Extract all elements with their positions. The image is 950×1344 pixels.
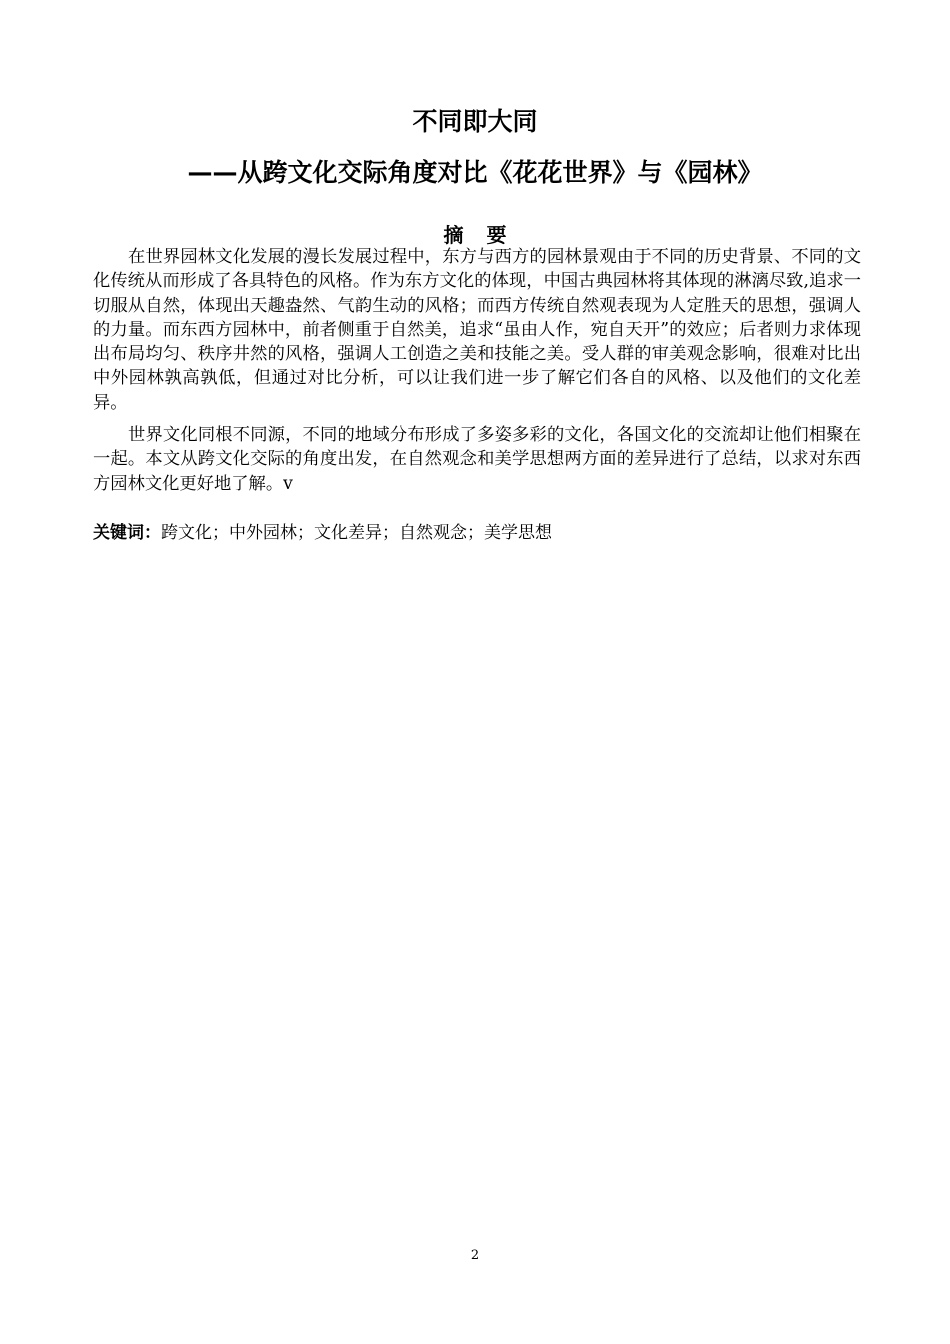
document-subtitle: ——从跨文化交际角度对比《花花世界》与《园林》	[187, 158, 763, 187]
abstract-paragraph-2: 世界文化同根不同源，不同的地域分布形成了多姿多彩的文化，各国文化的交流却让他们相聚在一起。本文从跨文化交际的角度出发，在自然观念和美学思想两方面的差异进行了总结，以求对东西方园林文化更好地了解。v	[93, 425, 861, 494]
abstract-paragraph-1: 在世界园林文化发展的漫长发展过程中，东方与西方的园林景观由于不同的历史背景、不同的文化传统从而形成了各具特色的风格。作为东方文化的体现，中国古典园林将其体现的淋漓尽致,追求一切服从自然，体现出天趣盎然、气韵生动的风格；而西方传统自然观表现为人定胜天的思想，强调人的力量。而东西方园林中，前者侧重于自然美，追求“虽由人作，宛自天开”的效应；后者则力求体现出布局均匀、秩序井然的风格，强调人工创造之美和技能之美。受人群的审美观念影响，很难对比出中外园林孰高孰低，但通过对比分析，可以让我们进一步了解它们各自的风格、以及他们的文化差异。	[93, 247, 861, 413]
keywords-label: 关键词：	[93, 523, 161, 543]
keywords-line	[93, 521, 861, 545]
document-title: 不同即大同	[412, 107, 538, 136]
keywords-text: 跨文化；中外园林；文化差异；自然观念；美学思想	[161, 523, 552, 543]
page-number: 2	[470, 1248, 480, 1263]
abstract-heading: 摘 要	[443, 223, 515, 247]
